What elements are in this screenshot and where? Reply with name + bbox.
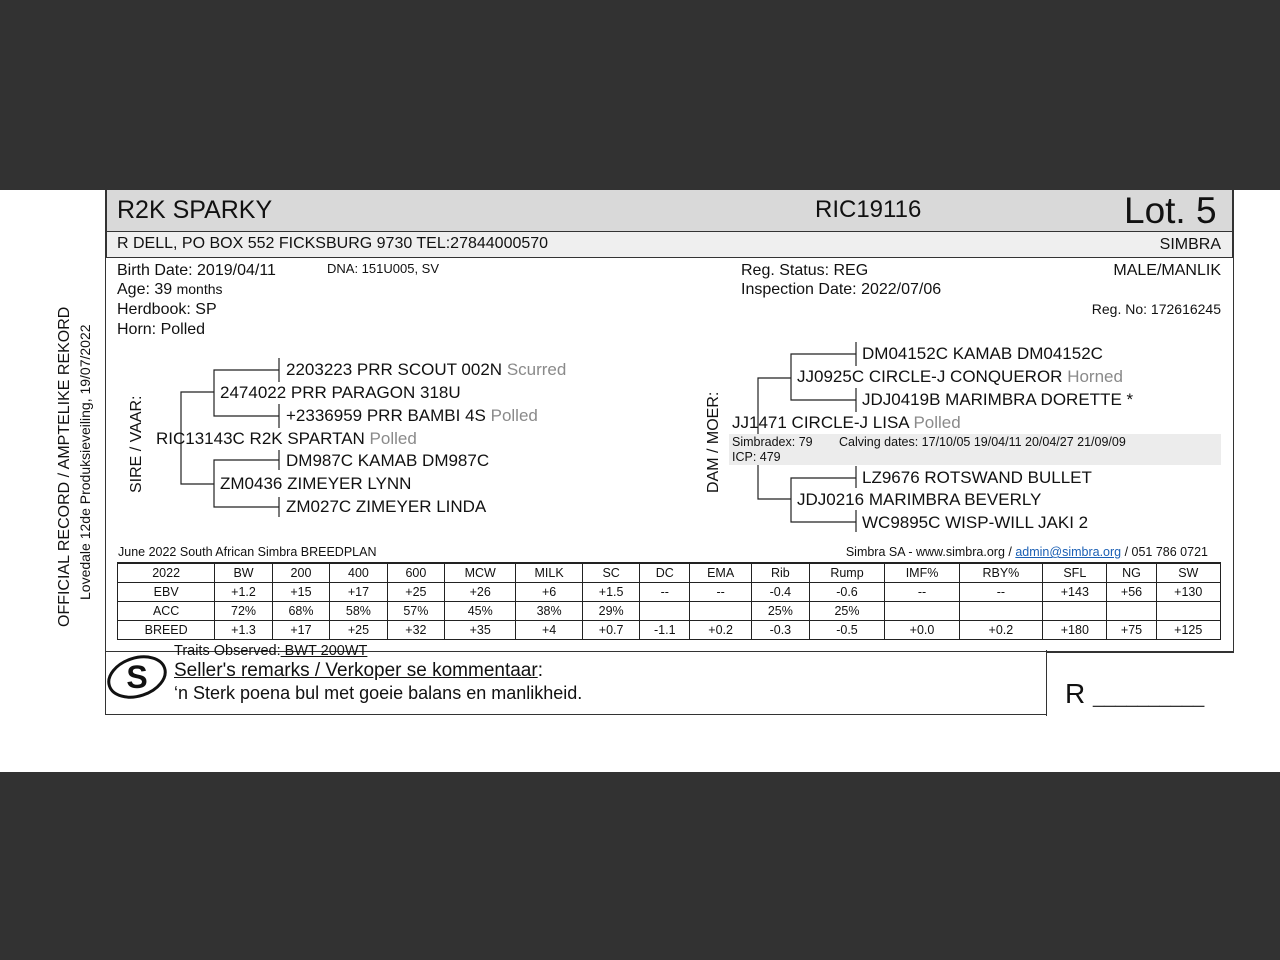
dam-name: JJ1471 CIRCLE-J LISA (732, 413, 909, 432)
dam-label: DAM / MOER: (705, 391, 722, 493)
table-cell: 25% (752, 601, 809, 620)
table-cell: +4 (516, 620, 583, 639)
breed-row (118, 620, 1221, 639)
sire-sire-dam (286, 406, 538, 426)
logo-letter: S (126, 659, 148, 695)
table-cell: Rib (752, 563, 809, 582)
official-record-label: OFFICIAL RECORD / AMPTELIKE REKORD (56, 306, 73, 627)
price-blank: __________ (1093, 686, 1205, 708)
sss-name: 2203223 PRR SCOUT 002N (286, 360, 503, 379)
table-cell: +15 (272, 582, 329, 601)
table-cell: +35 (445, 620, 516, 639)
table-cell: +17 (330, 582, 387, 601)
table-cell (885, 601, 959, 620)
table-cell: -1.1 (640, 620, 690, 639)
dam-sire (797, 367, 1123, 387)
table-cell: -- (690, 582, 752, 601)
remarks-title-text: Seller's remarks / Verkoper se kommentaar (174, 660, 538, 681)
table-cell: 68% (272, 601, 329, 620)
table-cell: 57% (387, 601, 444, 620)
table-cell: +6 (516, 582, 583, 601)
table-cell: RBY% (959, 563, 1043, 582)
table-cell: 2022 (118, 563, 215, 582)
contact-email-link[interactable]: admin@simbra.org (1015, 545, 1122, 559)
table-cell: +56 (1107, 582, 1156, 601)
table-cell: +0.0 (885, 620, 959, 639)
table-cell: MILK (516, 563, 583, 582)
table-cell: +26 (445, 582, 516, 601)
table-cell: +180 (1043, 620, 1107, 639)
herdbook: Herdbook: SP (117, 301, 217, 318)
table-cell: 600 (387, 563, 444, 582)
breed-name: SIMBRA (1159, 236, 1221, 253)
dam-horn: Polled (913, 413, 961, 432)
remarks-title-colon: : (537, 660, 543, 681)
sire (156, 429, 417, 449)
ssd-name: +2336959 PRR BAMBI 4S (286, 406, 486, 425)
table-cell: 29% (582, 601, 639, 620)
breedplan-caption: June 2022 South African Simbra BREEDPLAN (118, 545, 377, 559)
birth-date: Birth Date: 2019/04/11 (117, 262, 276, 279)
icp: ICP: 479 (732, 450, 781, 464)
dam-dam-dam: WC9895C WISP-WILL JAKI 2 (862, 513, 1089, 532)
price-field[interactable] (1065, 678, 1204, 710)
calving-dates: Calving dates: 17/10/05 19/04/11 20/04/27 21/09/09 (839, 435, 1126, 449)
table-cell: BREED (118, 620, 215, 639)
breedplan-contact (846, 545, 1208, 559)
table-cell: BW (215, 563, 272, 582)
table-cell: +0.2 (690, 620, 752, 639)
table-cell: 45% (445, 601, 516, 620)
table-cell: +1.5 (582, 582, 639, 601)
sss-horn: Scurred (506, 360, 567, 379)
sire-dam: ZM0436 ZIMEYER LYNN (220, 474, 412, 493)
registration-number: Reg. No: 172616245 (1091, 301, 1221, 317)
table-cell: +143 (1043, 582, 1107, 601)
table-cell: 200 (272, 563, 329, 582)
remarks-text: ‘n Sterk poena bul met goeie balans en manlikheid. (174, 683, 583, 703)
registration-code: RIC19116 (815, 196, 922, 223)
table-cell: NG (1107, 563, 1156, 582)
sale-label: Lovedale 12de Produksieveiling, 19/07/2022 (77, 324, 93, 600)
simbradex: Simbradex: 79 (732, 435, 813, 449)
table-cell: -- (959, 582, 1043, 601)
table-cell: 72% (215, 601, 272, 620)
sex: MALE/MANLIK (1113, 262, 1221, 279)
table-cell: 38% (516, 601, 583, 620)
sire-dam-dam: ZM027C ZIMEYER LINDA (286, 497, 487, 516)
simbra-logo (106, 654, 168, 700)
dam (732, 413, 961, 433)
table-cell (959, 601, 1043, 620)
horn-status: Horn: Polled (117, 321, 206, 338)
table-cell (690, 601, 752, 620)
table-cell (1156, 601, 1220, 620)
table-cell: -- (885, 582, 959, 601)
dam-sire-sire: DM04152C KAMAB DM04152C (862, 344, 1103, 363)
table-cell (1043, 601, 1107, 620)
table-cell: EBV (118, 582, 215, 601)
table-cell: -0.5 (809, 620, 885, 639)
table-cell: 58% (330, 601, 387, 620)
table-cell: EMA (690, 563, 752, 582)
acc-row (118, 601, 1221, 620)
table-cell: Rump (809, 563, 885, 582)
table-cell: -- (640, 582, 690, 601)
remarks-title (174, 660, 543, 682)
table-cell: SW (1156, 563, 1220, 582)
sire-sire-sire (286, 360, 566, 380)
table-cell: +25 (387, 582, 444, 601)
table-cell: SC (582, 563, 639, 582)
table-cell: +75 (1107, 620, 1156, 639)
dam-dam-sire: LZ9676 ROTSWAND BULLET (862, 468, 1092, 487)
age-value: Age: 39 (117, 281, 177, 298)
sire-dam-sire: DM987C KAMAB DM987C (286, 451, 490, 470)
traits-label: Traits Observed: (174, 643, 281, 659)
lot-number: Lot. 5 (1124, 190, 1217, 231)
sire-horn: Polled (369, 429, 417, 448)
price-prefix: R (1065, 678, 1086, 709)
table-cell: -0.4 (752, 582, 809, 601)
traits-observed (174, 643, 367, 659)
table-cell: 25% (809, 601, 885, 620)
registration-status: Reg. Status: REG (741, 262, 869, 279)
table-cell: +32 (387, 620, 444, 639)
ebv-table (117, 562, 1221, 640)
table-cell: +125 (1156, 620, 1220, 639)
table-cell: +1.2 (215, 582, 272, 601)
table-cell (640, 601, 690, 620)
animal-name: R2K SPARKY (117, 196, 273, 224)
inspection-date: Inspection Date: 2022/07/06 (741, 281, 942, 298)
table-cell: DC (640, 563, 690, 582)
table-cell: ACC (118, 601, 215, 620)
table-cell: +0.2 (959, 620, 1043, 639)
sire-label: SIRE / VAAR: (128, 395, 145, 493)
table-cell: +1.3 (215, 620, 272, 639)
dam-sire-dam: JDJ0419B MARIMBRA DORETTE * (862, 390, 1134, 409)
ds-name: JJ0925C CIRCLE-J CONQUEROR (797, 367, 1063, 386)
dna-info: DNA: 151U005, SV (327, 261, 440, 276)
age-unit: months (176, 281, 223, 297)
table-cell: +17 (272, 620, 329, 639)
table-cell (1107, 601, 1156, 620)
ebv-row (118, 582, 1221, 601)
ebv-header-row (118, 563, 1221, 582)
ds-horn: Horned (1067, 367, 1123, 386)
table-cell: +25 (330, 620, 387, 639)
table-cell: -0.3 (752, 620, 809, 639)
owner-address: R DELL, PO BOX 552 FICKSBURG 9730 TEL:27844000570 (117, 235, 549, 252)
catalogue-sheet (0, 190, 1280, 772)
table-cell: 400 (330, 563, 387, 582)
table-cell: +0.7 (582, 620, 639, 639)
table-cell: MCW (445, 563, 516, 582)
contact-website: Simbra SA - www.simbra.org / (845, 545, 1016, 559)
table-cell: +130 (1156, 582, 1220, 601)
sire-sire: 2474022 PRR PARAGON 318U (220, 383, 461, 402)
sire-name: RIC13143C R2K SPARTAN (156, 429, 365, 448)
dam-dam: JDJ0216 MARIMBRA BEVERLY (797, 490, 1042, 509)
contact-phone: / 051 786 0721 (1121, 545, 1208, 559)
table-cell: SFL (1043, 563, 1107, 582)
table-cell: -0.6 (809, 582, 885, 601)
table-cell: IMF% (885, 563, 959, 582)
traits-value: BWT 200WT (280, 643, 368, 659)
ssd-horn: Polled (490, 406, 538, 425)
